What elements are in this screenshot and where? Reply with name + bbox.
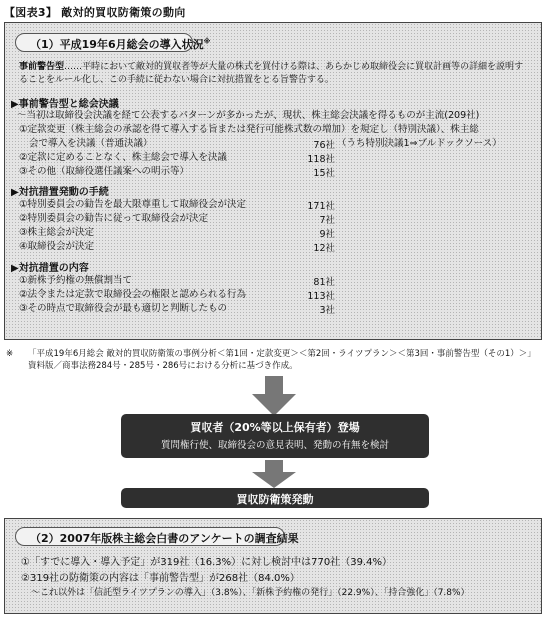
source-note [6, 348, 544, 372]
defense-activation-box [121, 488, 429, 508]
adoption-status-panel [4, 22, 542, 340]
section-title-procedure: ▶対抗措置発動の手続 [11, 187, 109, 198]
defense-activation-title: 買収防衛策発動 [236, 493, 314, 506]
figure-title: 【図表3】 敵対的買収防衛策の動向 [4, 6, 186, 19]
panel2-heading: （2）2007年版株主総会白書のアンケートの調査結果 [15, 527, 285, 546]
note-mark: ※ [6, 349, 14, 359]
definition-text: ……平時において敵対的買収者等が大量の株式を買付ける際は、あらかじめ取締役会に買収計画等の詳細を説明することをルール化し、この手続に従わない場合に対抗措置をとる旨警告する。 [19, 62, 524, 85]
item-count: 81社 [313, 277, 335, 288]
panel1-heading [15, 33, 211, 52]
list-item: ②定款に定めることなく、株主総会で導入を決議 [19, 152, 227, 163]
item-count: 7社 [319, 215, 335, 226]
panel1-heading-note: ※ [203, 37, 211, 46]
acquirer-appears-box [121, 414, 429, 458]
list-item: ②法令または定款で取締役会の権限と認められる行為 [19, 289, 247, 300]
survey-result-2-detail: ～これ以外は「信託型ライツプランの導入」（3.8%）、「新株予約権の発行」（22.9%）、「持合強化」（7.8%） [31, 588, 470, 598]
survey-result-1: ①「すでに導入・導入予定」が319社（16.3%）に対し検討中は770社（39.4%） [21, 557, 392, 568]
item-note: （うち特別決議1⇒ブルドックソース） [337, 138, 502, 149]
item-count: 171社 [307, 201, 335, 212]
definition [19, 61, 531, 87]
section-lead: ～当初は取締役会決議を経て公表するパターンが多かったが、現状、株主総会決議を得るものが主流(209社) [17, 110, 480, 121]
note-text: 「平成19年6月総会 敵対的買収防衛策の事例分析＜第1回・定款変更＞＜第2回・ライツプラン＞＜第3回・事前警告型（その1）＞」資料版／商事法務284号・285号・286号における分析に基づき作成。 [28, 349, 536, 371]
list-item: ①特別委員会の勧告を最大限尊重して取締役会が決定 [19, 199, 247, 210]
list-item: ①新株予約権の無償割当て [19, 275, 133, 286]
item-count: 15社 [313, 168, 335, 179]
survey-result-2: ②319社の防衛策の内容は「事前警告型」が268社（84.0%） [21, 573, 300, 584]
list-item-continued: 会で導入を決議（普通決議） [29, 138, 153, 149]
section-title-measures: ▶対抗措置の内容 [11, 263, 89, 274]
section-title-warning: ▶事前警告型と総会決議 [11, 99, 119, 110]
down-arrow-icon [252, 376, 296, 416]
item-count: 9社 [319, 229, 335, 240]
list-item: ④取締役会が決定 [19, 241, 95, 252]
list-item: ③その時点で取締役会が最も適切と判断したもの [19, 303, 228, 314]
list-item: ①定款変更（株主総会の承認を得て導入する旨または発行可能株式数の増加）を規定し（特別決議）、株主総 [19, 124, 479, 135]
list-item: ③株主総会が決定 [19, 227, 95, 238]
item-count: 3社 [319, 305, 335, 316]
acquirer-subtitle: 質問権行使、取締役会の意見表明、発動の有無を検討 [160, 440, 389, 451]
acquirer-title: 買収者（20%等以上保有者）登場 [190, 421, 360, 434]
panel1-heading-text: （1）平成19年6月総会の導入状況 [30, 38, 204, 51]
definition-term: 事前警告型 [19, 62, 65, 72]
item-count: 12社 [313, 243, 335, 254]
survey-results-panel [4, 518, 542, 614]
down-arrow-icon [252, 460, 296, 488]
list-item: ③その他（取締役選任議案への明示等） [19, 166, 190, 177]
item-count: 113社 [307, 291, 335, 302]
list-item: ②特別委員会の勧告に従って取締役会が決定 [19, 213, 209, 224]
item-count: 76社 [313, 140, 335, 151]
item-count: 118社 [307, 154, 335, 165]
